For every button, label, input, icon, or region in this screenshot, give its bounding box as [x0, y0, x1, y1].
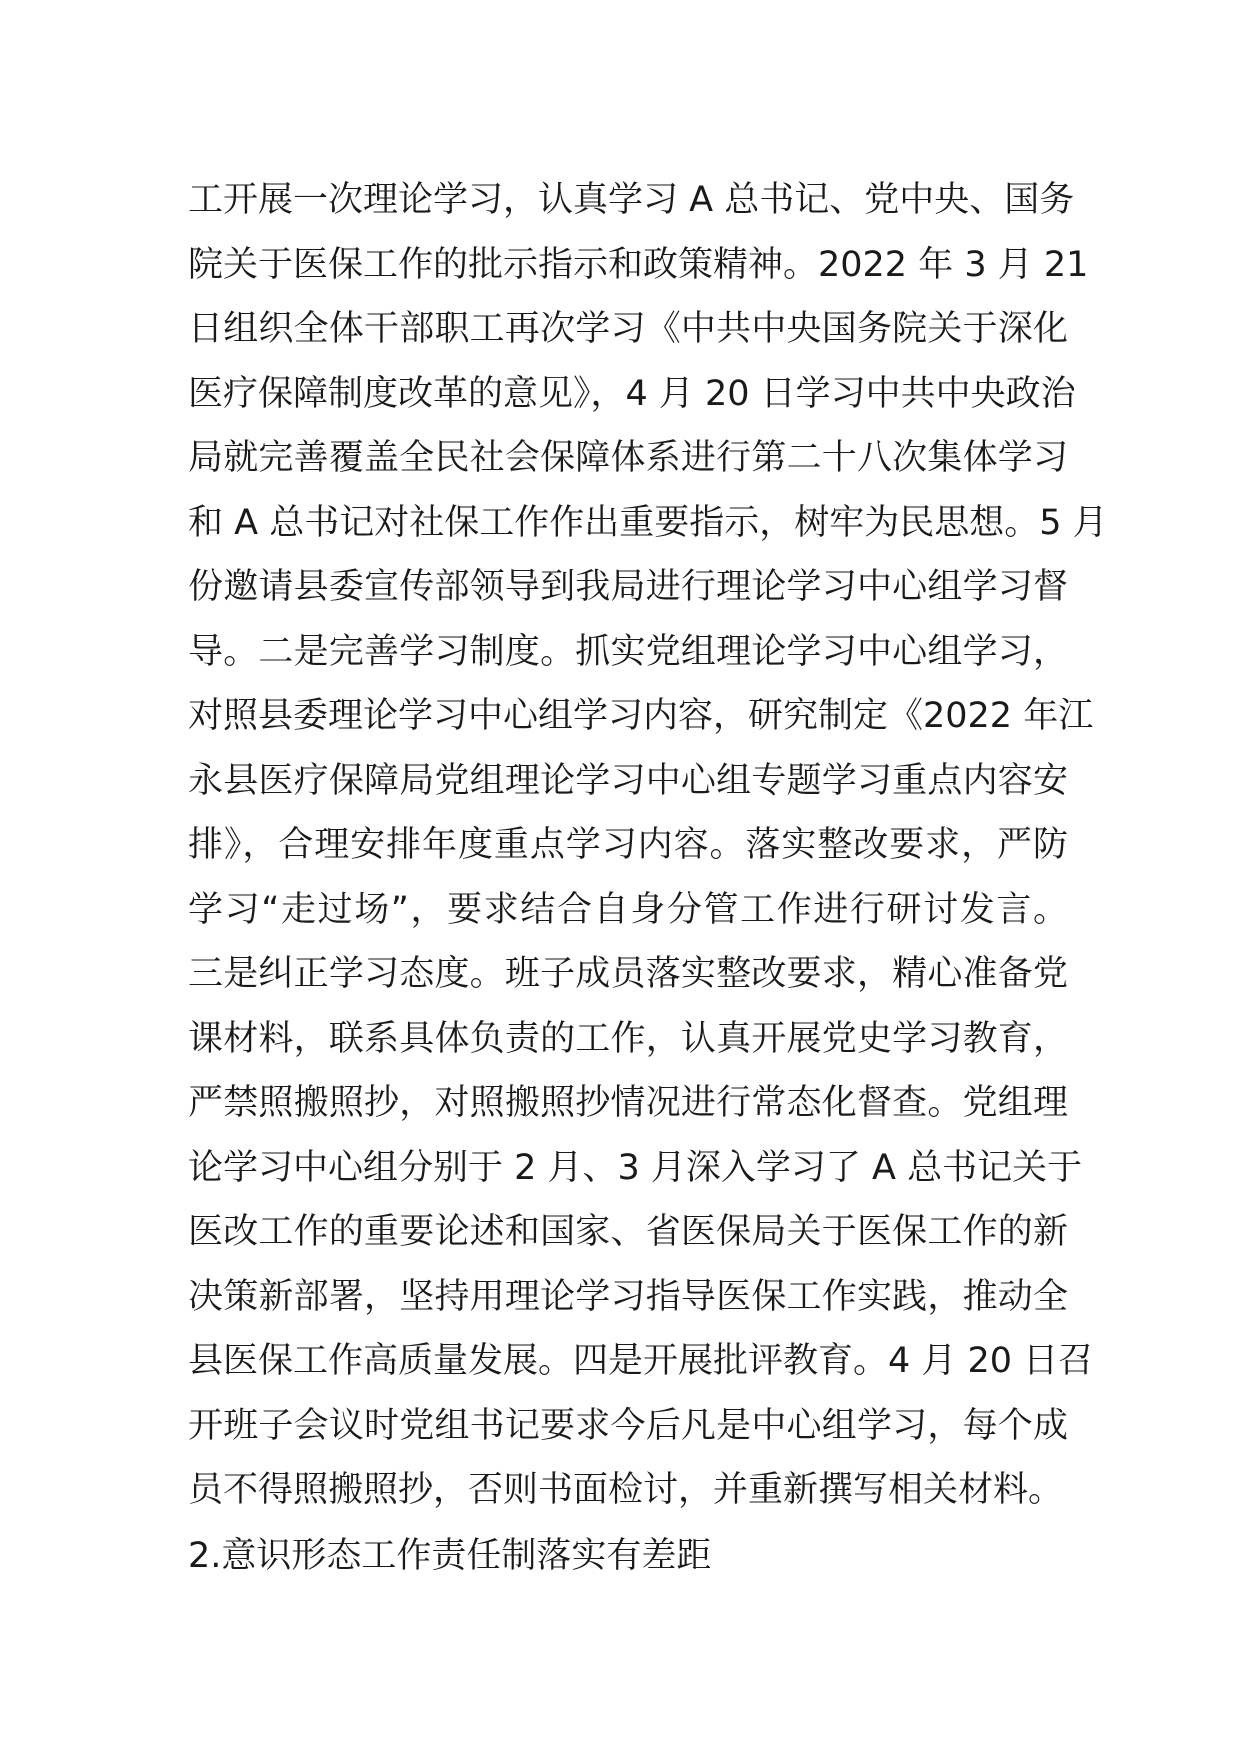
paragraph-line: 永县医疗保障局党组理论学习中心组专题学习重点内容安 [188, 760, 1068, 801]
paragraph-line: 医疗保障制度改革的意见》，4 月 20 日学习中共中央政治 [188, 373, 1076, 414]
section-heading: 2.意识形态工作责任制落实有差距 [188, 1536, 712, 1576]
paragraph-line: 排》，合理安排年度重点学习内容。落实整改要求，严防 [188, 825, 1068, 865]
paragraph-line: 局就完善覆盖全民社会保障体系进行第二十八次集体学习 [188, 438, 1068, 478]
paragraph-line: 医改工作的重要论述和国家、省医保局关于医保工作的新 [188, 1212, 1068, 1252]
paragraph-line: 导。二是完善学习制度。抓实党组理论学习中心组学习， [188, 631, 1068, 672]
body-paragraph [188, 168, 1108, 1523]
paragraph-line: 和 A 总书记对社保工作作出重要指示，树牢为民思想。5 月 [188, 502, 1108, 543]
paragraph-line: 三是纠正学习态度。班子成员落实整改要求，精心准备党 [188, 954, 1068, 994]
paragraph-line: 县医保工作高质量发展。四是开展批评教育。4 月 20 日召 [188, 1341, 1094, 1381]
paragraph-line: 对照县委理论学习中心组学习内容，研究制定《2022 年江 [188, 696, 1094, 736]
paragraph-line: 课材料，联系具体负责的工作，认真开展党史学习教育， [188, 1018, 1068, 1059]
paragraph-line: 严禁照搬照抄，对照搬照抄情况进行常态化督查。党组理 [188, 1083, 1068, 1123]
paragraph-line: 开班子会议时党组书记要求今后凡是中心组学习，每个成 [188, 1405, 1068, 1446]
paragraph-line: 日组织全体干部职工再次学习《中共中央国务院关于深化 [188, 309, 1068, 349]
paragraph-line: 决策新部署，坚持用理论学习指导医保工作实践，推动全 [188, 1276, 1068, 1317]
paragraph-line: 学习“走过场”，要求结合自身分管工作进行研讨发言。 [188, 889, 1068, 930]
paragraph-line: 员不得照搬照抄，否则书面检讨，并重新撰写相关材料。 [188, 1470, 1064, 1510]
paragraph-line: 工开展一次理论学习，认真学习 A 总书记、党中央、国务 [188, 180, 1075, 220]
paragraph-line: 论学习中心组分别于 2 月、3 月深入学习了 A 总书记关于 [188, 1147, 1083, 1188]
paragraph-line: 院关于医保工作的批示指示和政策精神。2022 年 3 月 21 [188, 244, 1089, 285]
paragraph-line: 份邀请县委宣传部领导到我局进行理论学习中心组学习督 [188, 567, 1068, 607]
